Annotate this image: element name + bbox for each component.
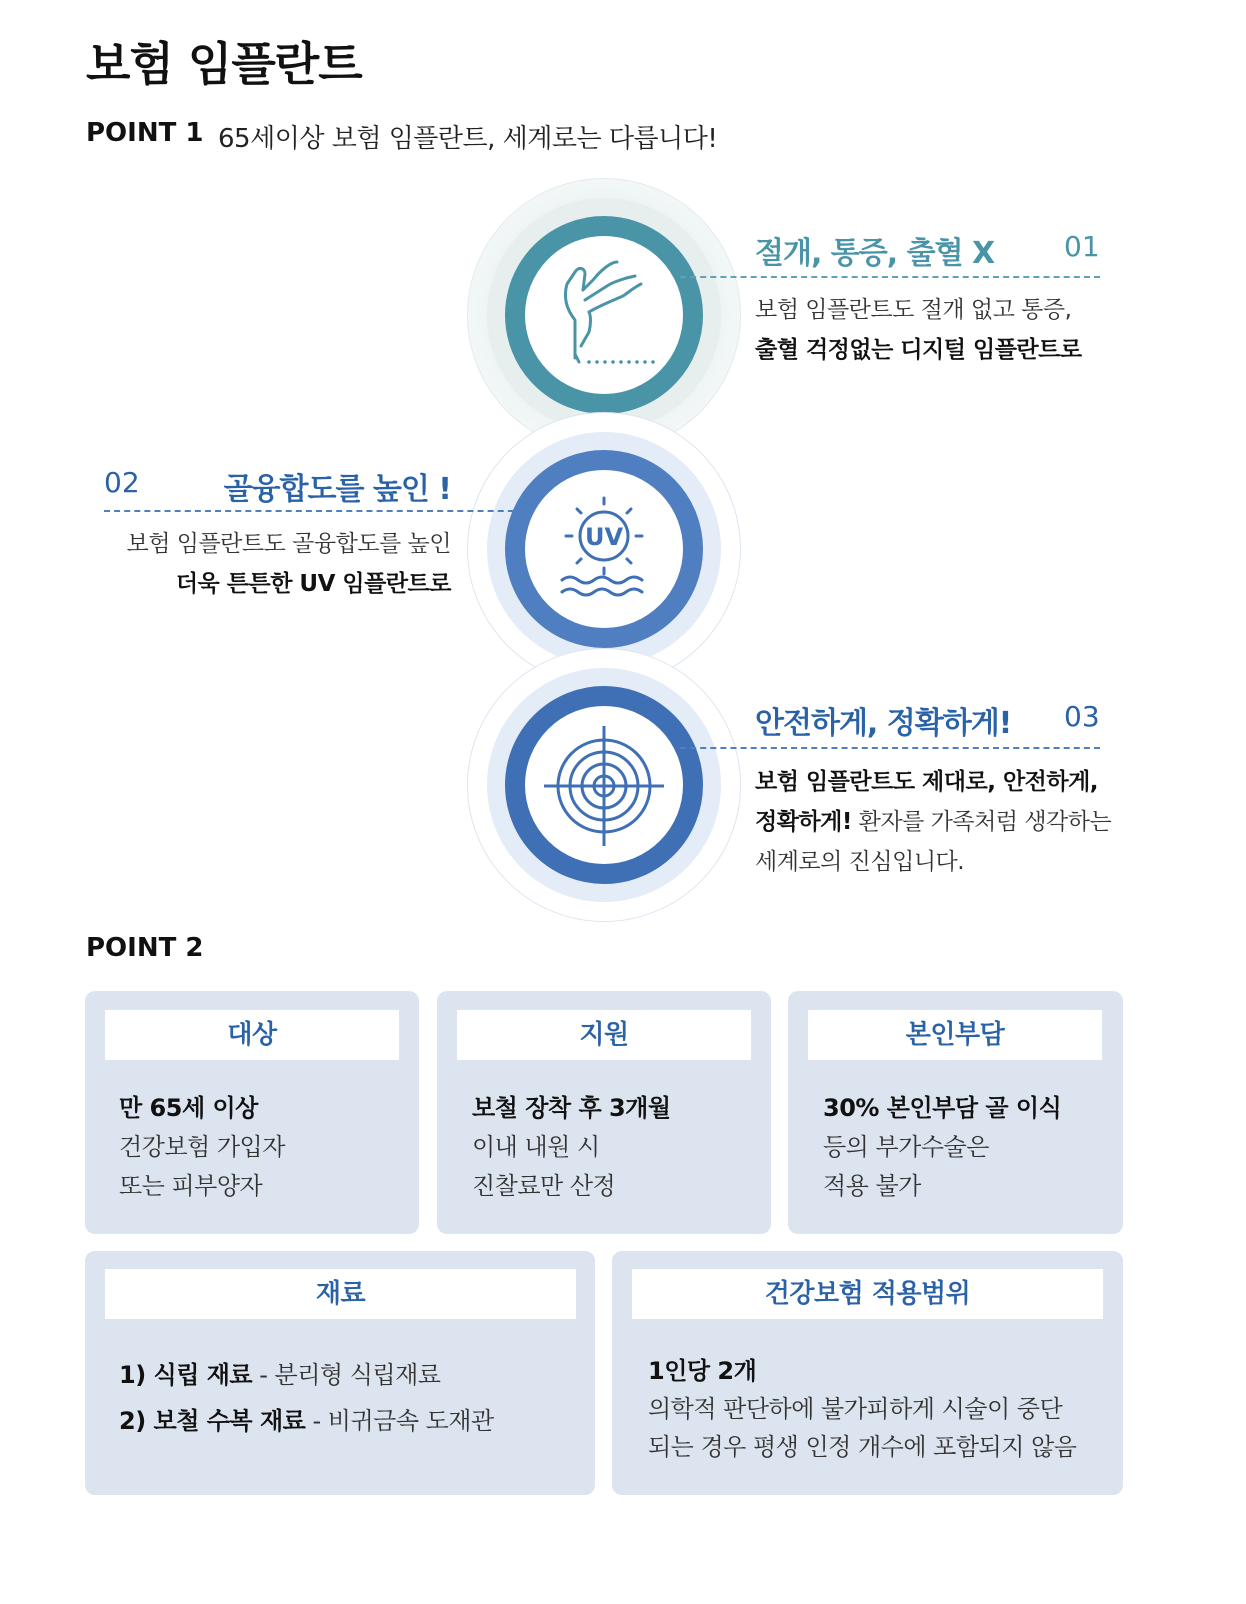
card-copay (788, 991, 1123, 1234)
feature3-desc-line2-bold: 정확하게! (755, 809, 852, 835)
feature1-number: 01 (1064, 230, 1100, 263)
card-copay-line1: 등의 부가수술은 (823, 1133, 989, 1161)
card-support (437, 991, 771, 1234)
point1-label: POINT 1 (86, 118, 204, 148)
card-material-body (119, 1352, 494, 1444)
hand-pen-icon (545, 250, 665, 370)
point2-label: POINT 2 (86, 933, 204, 963)
card-target-line1: 건강보험 가입자 (119, 1133, 285, 1161)
uv-sun-icon (554, 490, 654, 600)
page-title: 보험 임플란트 (86, 37, 362, 91)
feature3-title: 안전하게, 정확하게! (755, 706, 1012, 741)
card-target-title: 대상 (105, 1010, 399, 1060)
card-material-item2-strong: 2) 보철 수복 재료 (119, 1407, 306, 1435)
feature2-number: 02 (104, 466, 140, 499)
card-material-item1-strong: 1) 식립 재료 (119, 1361, 253, 1389)
feature3-desc-line3: 세계로의 진심입니다. (755, 849, 965, 875)
card-target (85, 991, 419, 1234)
card-material-item1 (119, 1352, 494, 1398)
card-material-title: 재료 (105, 1269, 576, 1319)
feature1-desc (755, 290, 1082, 370)
feature3-divider (680, 747, 1100, 749)
feature2-desc-line1: 보험 임플란트도 골융합도를 높인 (126, 531, 451, 557)
card-coverage-line1: 의학적 판단하에 불가피하게 시술이 중단 (648, 1395, 1063, 1423)
feature3-desc-line2 (755, 802, 1111, 842)
card-support-line1: 이내 내원 시 (472, 1133, 600, 1161)
card-copay-line2: 적용 불가 (823, 1172, 921, 1200)
card-support-strong: 보철 장착 후 3개월 (472, 1094, 671, 1122)
feature2-divider (104, 510, 534, 512)
feature3-desc-line2-rest: 환자를 가족처럼 생각하는 (851, 809, 1112, 835)
feature1-desc-line1: 보험 임플란트도 절개 없고 통증, (755, 297, 1072, 323)
uv-icon-label: UV (584, 523, 624, 551)
feature1-title: 절개, 통증, 출혈 X (755, 236, 995, 271)
card-copay-strong: 30% 본인부담 골 이식 (823, 1094, 1062, 1122)
card-copay-title: 본인부담 (808, 1010, 1102, 1060)
card-material (85, 1251, 595, 1495)
card-coverage (612, 1251, 1123, 1495)
target-crosshair-icon (544, 726, 664, 846)
card-coverage-line2: 되는 경우 평생 인정 개수에 포함되지 않음 (648, 1433, 1077, 1461)
feature2-desc-line2: 더욱 튼튼한 UV 임플란트로 (175, 571, 451, 597)
feature1-desc-line2: 출혈 걱정없는 디지털 임플란트로 (755, 337, 1082, 363)
feature3-desc-line1: 보험 임플란트도 제대로, 안전하게, (755, 769, 1099, 795)
card-support-title: 지원 (457, 1010, 751, 1060)
card-material-item1-rest: - 분리형 식립재료 (252, 1361, 441, 1389)
card-copay-body (823, 1089, 1061, 1206)
card-material-item2 (119, 1398, 494, 1444)
card-target-body (119, 1089, 285, 1206)
point1-headline: 65세이상 보험 임플란트, 세계로는 다릅니다! (218, 124, 718, 154)
feature2-desc (127, 524, 452, 604)
card-coverage-title: 건강보험 적용범위 (632, 1269, 1103, 1319)
card-support-body (472, 1089, 671, 1206)
card-support-line2: 진찰료만 산정 (472, 1172, 616, 1200)
feature1-divider (680, 276, 1100, 278)
card-coverage-strong: 1인당 2개 (648, 1357, 757, 1385)
feature3-number: 03 (1064, 700, 1100, 733)
card-coverage-body (648, 1352, 1076, 1466)
feature2-title: 골융합도를 높인 ! (223, 472, 451, 507)
card-target-strong: 만 65세 이상 (119, 1094, 258, 1122)
feature3-desc (755, 762, 1111, 882)
card-target-line2: 또는 피부양자 (119, 1172, 263, 1200)
card-material-item2-rest: - 비귀금속 도재관 (305, 1407, 494, 1435)
